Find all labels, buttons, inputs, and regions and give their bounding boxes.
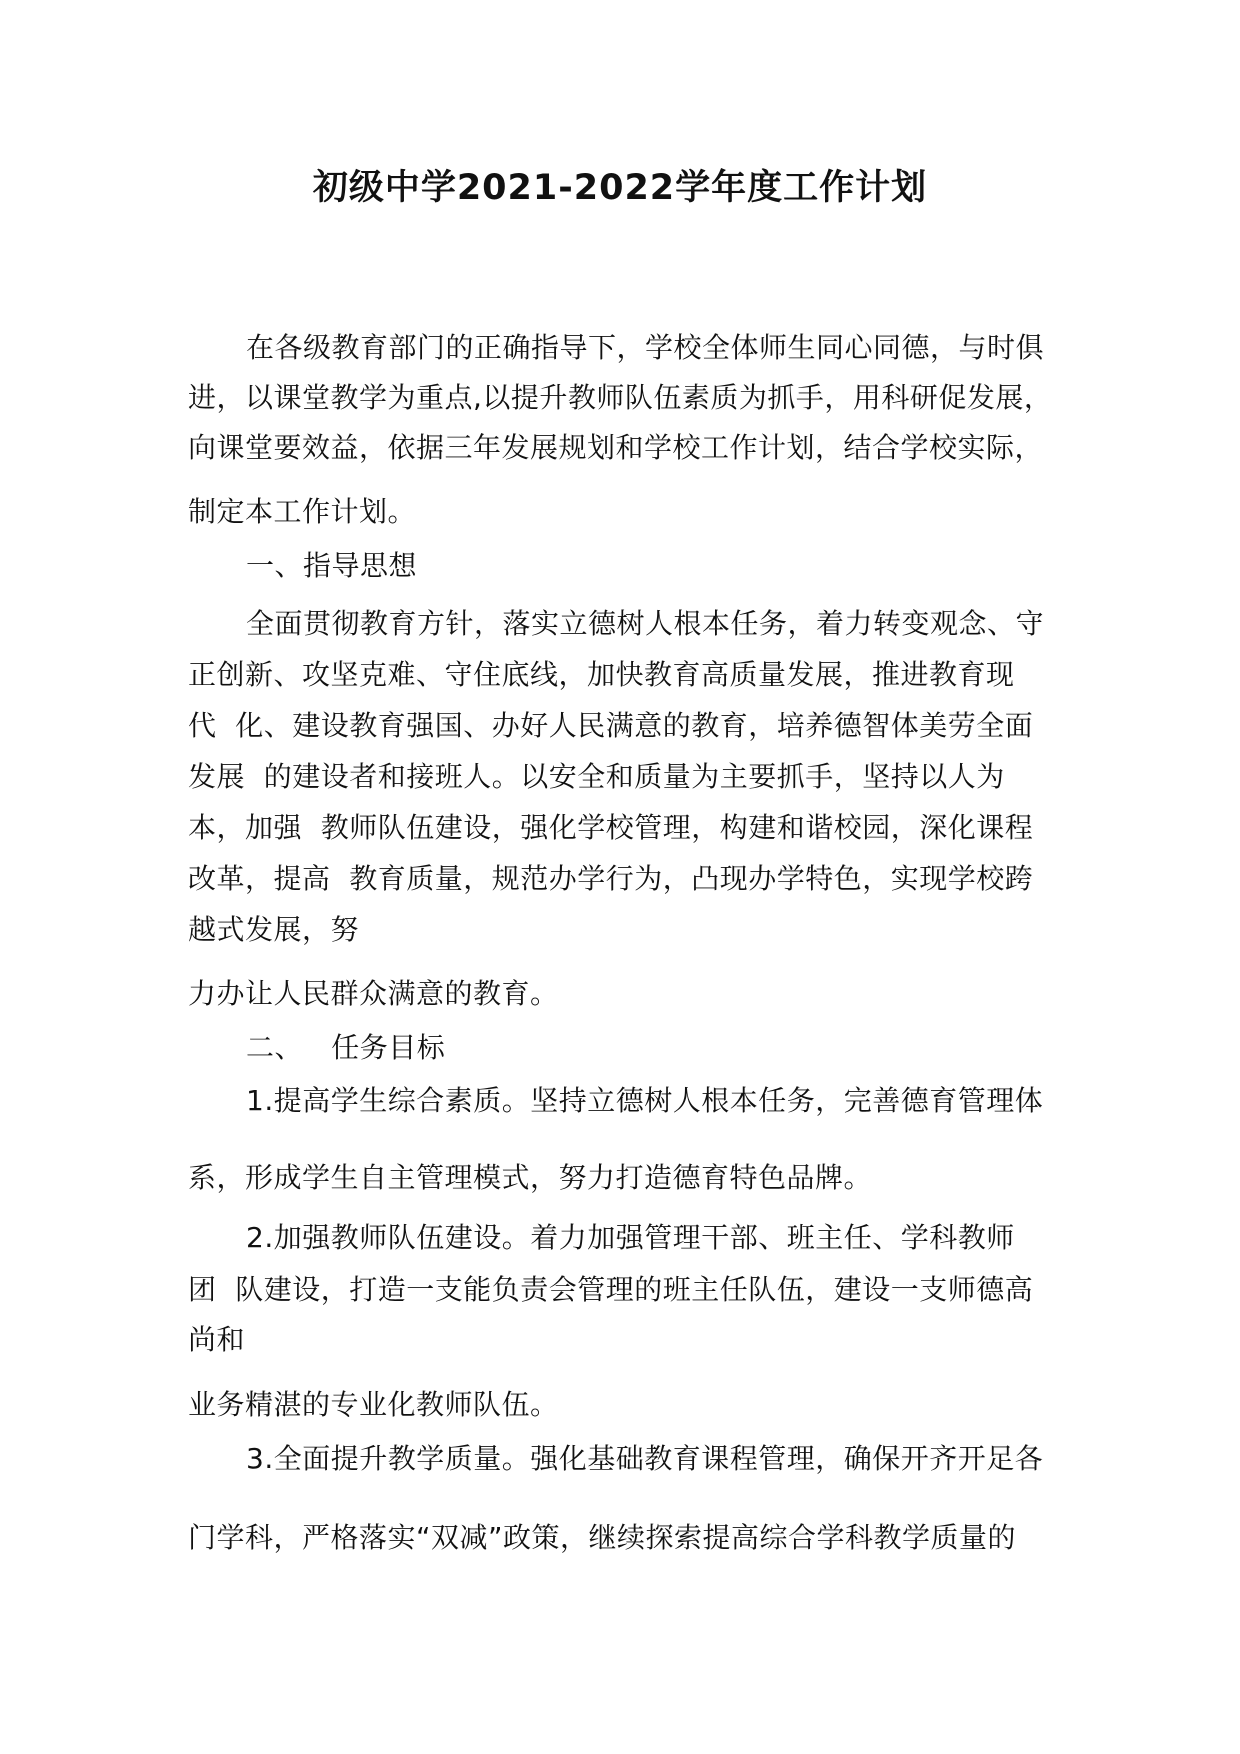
section1-line: 正创新、攻坚克难、守住底线，加快教育高质量发展，推进教育现 — [188, 658, 1015, 691]
goal-item-2-line: 团 队建设，打造一支能负责会管理的班主任队伍，建设一支师德高 — [188, 1273, 1034, 1306]
intro-line: 在各级教育部门的正确指导下，学校全体师生同心同德，与时俱 — [246, 331, 1045, 364]
section-heading-2: 二、 任务目标 — [246, 1031, 446, 1064]
section1-line: 发展 的建设者和接班人。以安全和质量为主要抓手，坚持以人为 — [188, 760, 1005, 793]
intro-line: 向课堂要效益，依据三年发展规划和学校工作计划，结合学校实际， — [188, 431, 1044, 464]
section1-line: 越式发展，努 — [188, 913, 360, 946]
goal-item-2-line: 2.加强教师队伍建设。着力加强管理干部、班主任、学科教师 — [246, 1221, 1015, 1254]
intro-line: 进，以课堂教学为重点,以提升教师队伍素质为抓手，用科研促发展， — [188, 381, 1053, 414]
section1-line: 改革，提高 教育质量，规范办学行为，凸现办学特色，实现学校跨 — [188, 862, 1034, 895]
section-heading-1: 一、指导思想 — [246, 549, 418, 582]
intro-line: 制定本工作计划。 — [188, 495, 417, 528]
goal-item-2-line: 业务精湛的专业化教师队伍。 — [188, 1388, 559, 1421]
goal-item-3-line: 3.全面提升教学质量。强化基础教育课程管理，确保开齐开足各 — [246, 1442, 1044, 1475]
section1-line: 全面贯彻教育方针，落实立德树人根本任务，着力转变观念、守 — [246, 607, 1045, 640]
page-title: 初级中学2021-2022学年度工作计划 — [312, 168, 928, 208]
goal-item-1-line: 系，形成学生自主管理模式，努力打造德育特色品牌。 — [188, 1161, 873, 1194]
section1-line: 代 化、建设教育强国、办好人民满意的教育，培养德智体美劳全面 — [188, 709, 1034, 742]
goal-item-1-line: 1.提高学生综合素质。坚持立德树人根本任务，完善德育管理体 — [246, 1084, 1044, 1117]
goal-item-3-line: 门学科，严格落实“双减”政策，继续探索提高综合学科教学质量的 — [188, 1521, 1017, 1554]
goal-item-2-line: 尚和 — [188, 1323, 246, 1356]
section1-line: 力办让人民群众满意的教育。 — [188, 977, 559, 1010]
section1-line: 本，加强 教师队伍建设，强化学校管理，构建和谐校园，深化课程 — [188, 811, 1034, 844]
